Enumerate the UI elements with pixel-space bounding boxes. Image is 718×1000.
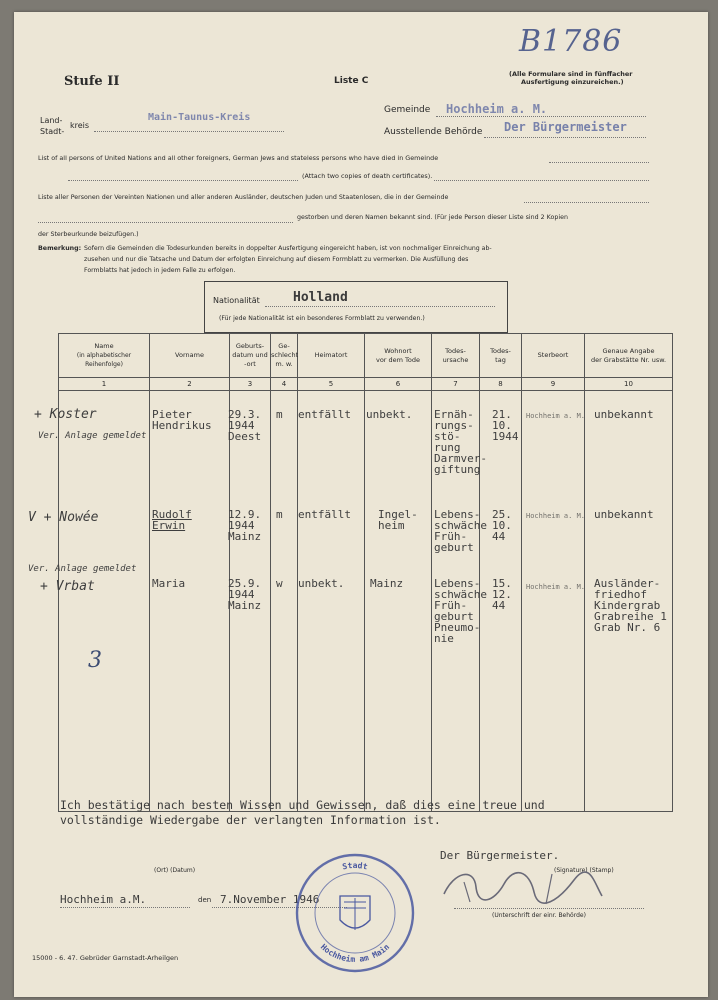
col-number: 9 (522, 378, 585, 391)
col-header: Geburts- datum und -ort (230, 334, 271, 378)
ort-datum-label: (Ort) (Datum) (154, 867, 196, 874)
copies-note-1: (Alle Formulare sind in fünffacher (509, 70, 633, 78)
kreis-stamp: Main-Taunus-Kreis (148, 112, 251, 123)
signature-note: (Unterschrift der einr. Behörde) (492, 912, 586, 919)
land-label: Land- (40, 116, 63, 125)
row-2-name: V + Nowée (28, 510, 99, 525)
row-2-sterbeort-stamp: Hochheim a. M. (526, 512, 586, 520)
row-3-vorname: Maria (152, 577, 186, 590)
row-3-tag: 15. 12. 44 (492, 577, 512, 612)
kreis-label: kreis (70, 121, 90, 130)
row-3-geburt: 25.9. 1944 Mainz (228, 577, 262, 612)
mayor-title: Der Bürgermeister. (440, 849, 560, 862)
row-3-name: + Vrbat (40, 579, 95, 594)
column-number-row (59, 378, 673, 391)
row-2-vorname: Rudolf Erwin (152, 508, 192, 532)
col-header: Heimatort (298, 334, 365, 378)
nationality-value: Holland (293, 290, 348, 305)
col-header: Todes- tag (480, 334, 522, 378)
row-2-geburt: 12.9. 1944 Mainz (228, 508, 262, 543)
row-1-geschlecht: m (276, 408, 283, 421)
nationality-note: (Für jede Nationalität ist ein besonderes Formblatt zu verwenden.) (219, 315, 425, 322)
col-header: Wohnort vor dem Tode (365, 334, 432, 378)
table-body-row (59, 391, 673, 812)
german-instruction-1: Liste aller Personen der Vereinten Nationen und aller anderen Ausländer, deutschen Juden und Staatenlosen, die in der Gemeinde (38, 194, 449, 201)
row-3-ursache: Lebens- schwäche Früh- geburt Pneumo- nie (434, 577, 487, 645)
row-1-name: + Koster (34, 407, 97, 422)
col-number: 10 (585, 378, 673, 391)
col-number: 7 (432, 378, 480, 391)
row-1-sterbeort-stamp: Hochheim a. M. (526, 412, 586, 420)
row-1-tag: 21. 10. 1944 (492, 408, 519, 443)
row-1-hand-note: Ver. Anlage gemeldet (38, 431, 147, 441)
row-2-wohnort: Ingel- heim (378, 508, 418, 532)
seal-text-top: Stadt (341, 861, 369, 872)
copies-note-2: Ausfertigung einzureichen.) (521, 78, 624, 86)
den-label: den (198, 896, 212, 904)
row-2-heimatort: entfällt (298, 508, 351, 521)
row-3-wohnort: Mainz (370, 577, 404, 590)
row-2-grab: unbekannt (594, 508, 654, 521)
document-page (14, 12, 708, 997)
row-2-ursache: Lebens- schwäche Früh- geburt (434, 508, 487, 554)
row-3-geschlecht: w (276, 577, 283, 590)
row-1-geburt: 29.3. 1944 Deest (228, 408, 262, 443)
english-instruction: List of all persons of United Nations and all other foreigners, German Jews and stateless persons who have died in Gemeinde (38, 154, 439, 162)
german-instruction-2: gestorben und deren Namen bekannt sind. (Für jede Person dieser Liste sind 2 Kopien (297, 214, 568, 221)
col-number: 3 (230, 378, 271, 391)
seal-text-bottom: Hochheim am Main (318, 942, 392, 965)
row-2-tag: 25. 10. 44 (492, 508, 512, 543)
col-header: Todes- ursache (432, 334, 480, 378)
row-1-ursache: Ernäh- rungs- stö- rung Darmver- giftung (434, 408, 487, 476)
gemeinde-stamp: Hochheim a. M. (446, 102, 548, 116)
col-header: Name (in alphabetischer Reihenfolge) (59, 334, 150, 378)
bemerkung-label: Bemerkung: (38, 245, 82, 252)
row-1-heimatort: entfällt (298, 408, 351, 421)
death-register-table (58, 333, 673, 812)
col-number: 5 (298, 378, 365, 391)
bemerkung-line-1: Sofern die Gemeinden die Todesurkunden bereits in doppelter Ausfertigung eingereicht haben, ist von nochmaliger Einreichung ab- (84, 245, 492, 252)
col-number: 2 (150, 378, 230, 391)
row-1-grab: unbekannt (594, 408, 654, 421)
table-header-row (59, 334, 673, 378)
row-3-heimatort: unbekt. (298, 577, 345, 590)
col-header: Ge- schlecht m. w. (271, 334, 298, 378)
stufe-heading: Stufe II (64, 74, 120, 89)
handwritten-archive-number: B1786 (519, 24, 623, 59)
official-seal-stamp (292, 850, 418, 976)
date: 7.November 1946 (220, 893, 320, 906)
row-3-grab: Ausländer- friedhof Kindergrab Grabreihe 1 Grab Nr. 6 (594, 577, 667, 634)
margin-number: 3 (88, 648, 102, 673)
row-1-vorname: Pieter Hendrikus (152, 408, 212, 432)
nationality-box (204, 281, 508, 333)
german-instruction-3: der Sterbeurkunde beizufügen.) (38, 231, 139, 238)
row-1-wohnort: unbekt. (366, 408, 413, 421)
col-header: Vorname (150, 334, 230, 378)
row-3-sterbeort-stamp: Hochheim a. M. (526, 583, 586, 591)
english-attach-note: (Attach two copies of death certificates). (302, 172, 433, 180)
nationality-label: Nationalität (213, 296, 260, 305)
behoerde-label: Ausstellende Behörde (384, 127, 483, 137)
col-number: 6 (365, 378, 432, 391)
printer-imprint: 15000 - 6. 47. Gebrüder Garnstadt-Arheilgen (32, 954, 179, 962)
gemeinde-label: Gemeinde (384, 105, 431, 115)
place: Hochheim a.M. (60, 893, 147, 906)
bemerkung-line-2: zusehen und nur die Tatsache und Datum der erfolgten Einreichung auf diesem Formblatt zu vermerken. Die Ausfüllung des (84, 256, 469, 263)
signature (434, 862, 614, 912)
col-number: 1 (59, 378, 150, 391)
confirmation-line-1: Ich bestätige nach besten Wissen und Gewissen, daß dies eine treue und (60, 798, 545, 812)
stadt-label: Stadt- (40, 127, 65, 136)
col-header: Sterbeort (522, 334, 585, 378)
behoerde-stamp: Der Bürgermeister (504, 120, 627, 134)
confirmation-line-2: vollständige Wiedergabe der verlangten Information ist. (60, 813, 441, 827)
liste-heading: Liste C (334, 76, 369, 86)
col-header: Genaue Angabe der Grabstätte Nr. usw. (585, 334, 673, 378)
signature-stamp-label: (Signature) (Stamp) (554, 867, 614, 874)
col-number: 4 (271, 378, 298, 391)
bemerkung-line-3: Formblatts hat jedoch in jedem Falle zu erfolgen. (84, 267, 236, 274)
row-3-hand-note: Ver. Anlage gemeldet (28, 564, 137, 574)
row-2-geschlecht: m (276, 508, 283, 521)
col-number: 8 (480, 378, 522, 391)
